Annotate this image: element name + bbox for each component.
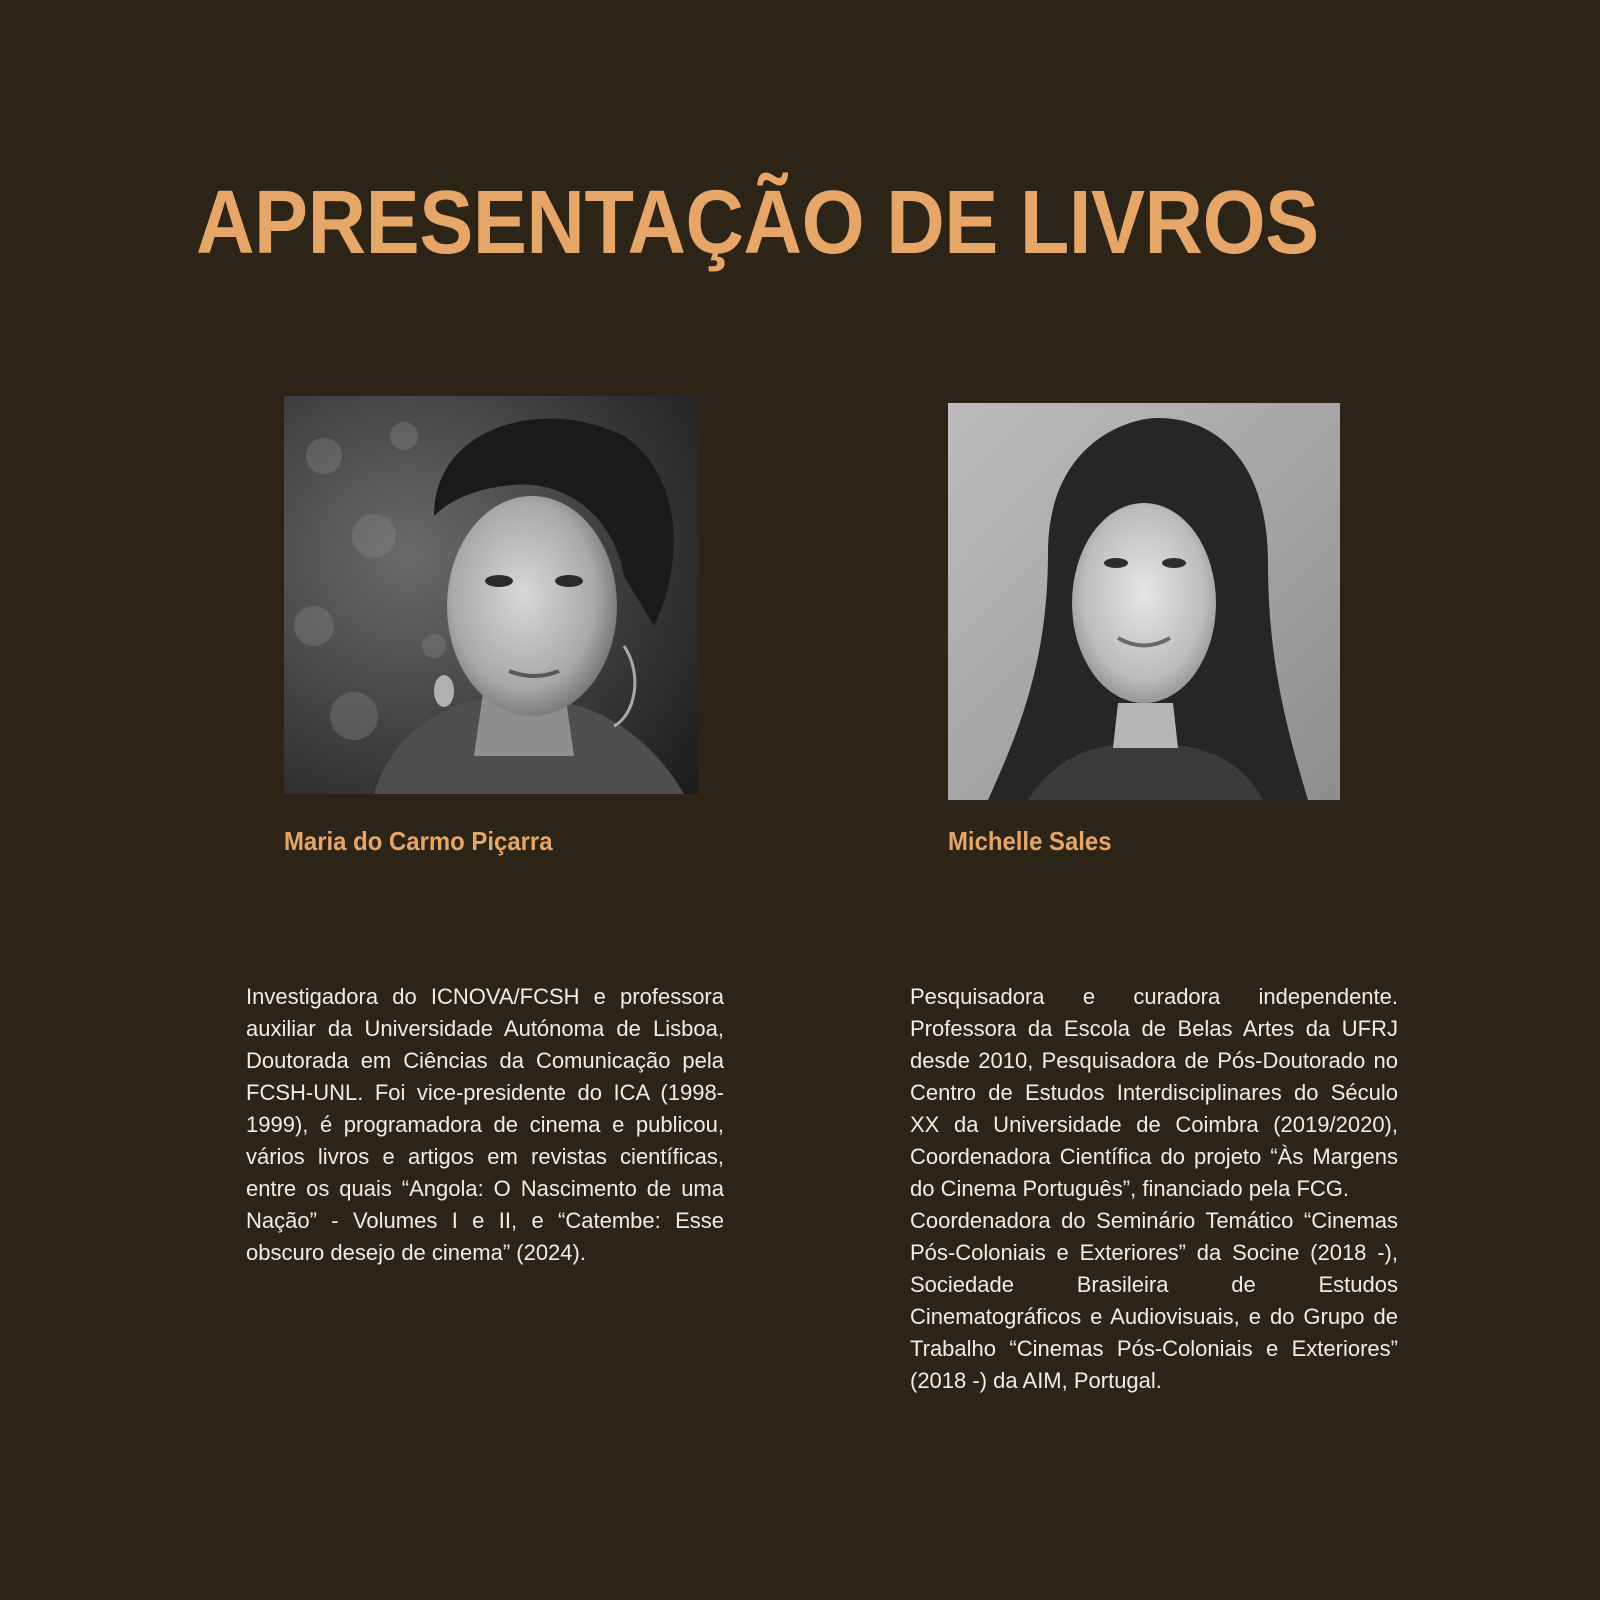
presenter-photo-michelle	[948, 403, 1340, 800]
presenter-bio-michelle: Pesquisadora e curadora independente. Professora da Escola de Belas Artes da UFRJ desde 2010, Pesquisadora de Pós-Doutorado no Centro de Estudos Interdisciplinares do Século XX da Universidade de Coimbra (2019/2020), Coordenadora Científica do projeto “Às Margens do Cinema Português”, financiado pela FCG. Coordenadora do Seminário Temático “Cinemas Pós-Coloniais e Exteriores” da Socine (2018 -), Sociedade Brasileira de Estudos Cinematográficos e Audiovisuais, e do Grupo de Trabalho “Cinemas Pós-Coloniais e Exteriores” (2018 -) da AIM, Portugal.	[910, 984, 1398, 1393]
presenter-name-michelle: Michelle Sales	[948, 826, 1112, 856]
presenter-bio-maria: Investigadora do ICNOVA/FCSH e professora auxiliar da Universidade Autónoma de Lisboa, Doutorada em Ciências da Comunicação pela FCSH-UNL. Foi vice-presidente do ICA (1998-1999), é programadora de cinema e publicou, vários livros e artigos em revistas científicas, entre os quais “Angola: O Nascimento de uma Nação” - Volumes I e II, e “Catembe: Esse obscuro desejo de cinema” (2024).	[246, 984, 724, 1265]
presenter-photo-maria	[284, 396, 698, 794]
page-title: APRESENTAÇÃO DE LIVROS	[196, 173, 1319, 273]
presenter-name-maria: Maria do Carmo Piçarra	[284, 826, 553, 856]
